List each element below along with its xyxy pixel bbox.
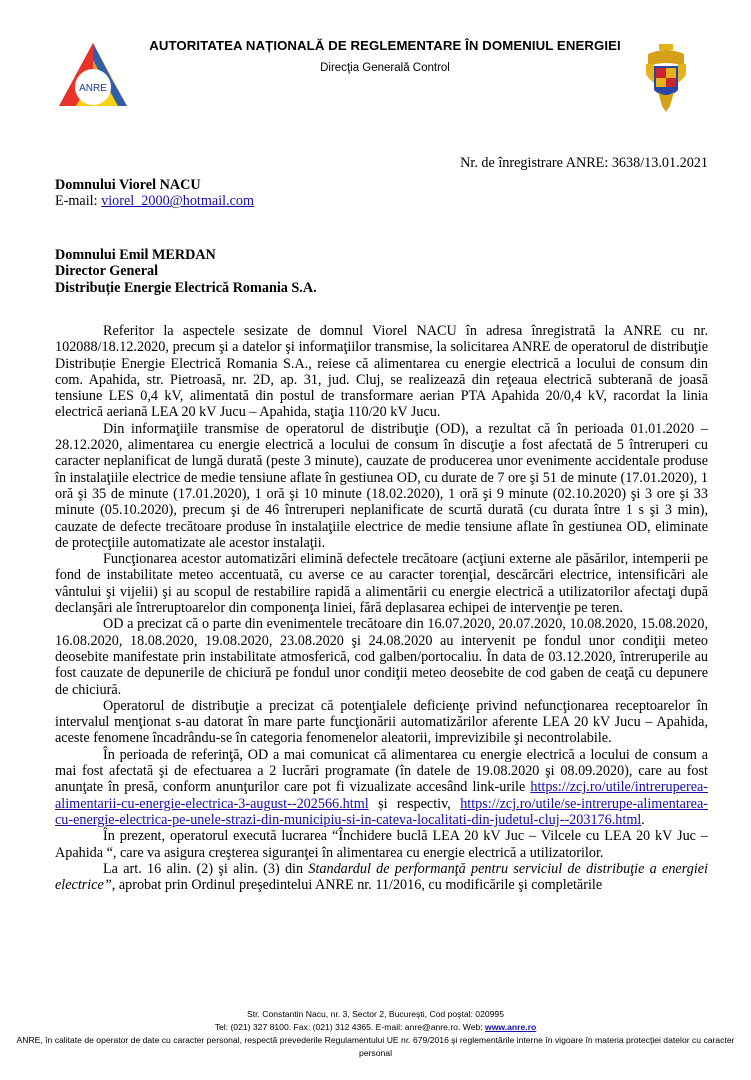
paragraph-7: În prezent, operatorul execută lucrarea “Închidere buclă LEA 20 kV Juc – Vilcele cu LEA 20 kV Juc – Apahida “, care va asigura creşterea siguranţei în alimentarea cu energie electrică a utilizatorilor. [55, 828, 708, 861]
paragraph-1: Referitor la aspectele sesizate de domnul Viorel NACU în adresa înregistrată la ANRE cu nr. 102088/18.12.2020, precum şi a datelor şi informaţiilor transmise, la solicitarea ANRE de operatorul de distribuţie Distribuție Energie Electrică Romania S.A., reiese că alimentarea cu energie electrică a locului de consum din com. Apahida, str. Pietroasă, nr. 2D, ap. 31, jud. Cluj, se realizează din reţeaua electrică subterană de joasă tensiune LES 0,4 kV, alimentată din postul de transformare aerian PTA Apahida 20/0,4 kV, racordat la linia electrică aeriană LEA 20 kV Jucu – Apahida, staţia 110/20 kV Jucu. [55, 323, 708, 421]
logo-text: ANRE [79, 83, 107, 94]
paragraph-6 [55, 747, 708, 828]
paragraph-6-end: . [641, 811, 645, 828]
paragraph-5: Operatorul de distribuţie a precizat că potenţialele deficienţe privind nefuncţionarea receptoarelor în intervalul menţionat s-au datorat în mare parte funcţionării automatizărilor aferente LEA 20 kV Jucu – Apahida, aceste fenomene încadrându-se în categoria fenomenelor aleatorii, imprevizibile şi necontrolabile. [55, 697, 708, 747]
registration-number: Nr. de înregistrare ANRE: 3638/13.01.2021 [460, 155, 708, 171]
paragraph-2: Din informaţiile transmise de operatorul de distribuţie (OD), a rezultat că în perioada 01.01.2020 – 28.12.2020, alimentarea cu energie electrică a locului de consum în discuţie a fost afectată de 5 întreruperi cu caracter neplanificat de lungă durată (peste 3 minute), cauzate de producerea unor evenimente accidentale produse în instalaţiile electrice de medie tensiune aflate în gestiunea OD, cu durate de 7 ore şi 51 de minute (17.01.2020), 1 oră şi 35 de minute (17.01.2020), 1 oră şi 10 minute (18.02.2020), 1 oră şi 9 minute (02.10.2020) şi 3 ore şi 33 minute (05.10.2020), precum şi de 46 întreruperi neplanificate de scurtă durată (cu durata între 1 s şi 3 min), cauzate de defecte trecătoare produse în instalaţiile electrice de medie tensiune aflate în gestiunea OD, eliminate de protecţiile automatizate ale acestor instalaţii. [55, 420, 708, 551]
footer [0, 1008, 751, 1060]
footer-address: Str. Constantin Nacu, nr. 3, Sector 2, Bucureşti, Cod poştal: 020995 [246, 1009, 504, 1019]
recipient-1-email-line [55, 193, 254, 209]
footer-contact-text: Tel: (021) 327 8100. Fax: (021) 312 4365. E-mail: anre@anre.ro. Web: [214, 1022, 486, 1032]
org-name: AUTORITATEA NAȚIONALĂ DE REGLEMENTARE ÎN DOMENIUL ENERGIEI [149, 38, 621, 53]
recipient-1 [55, 177, 254, 210]
paragraph-8-start: La art. 16 alin. (2) şi alin. (3) din [103, 860, 309, 877]
paragraph-8 [55, 861, 708, 894]
division-name: Direcţia Generală Control [320, 62, 450, 74]
coat-of-arms-icon [644, 44, 688, 114]
email-label: E-mail: [55, 193, 102, 210]
recipient-2 [55, 247, 317, 296]
announcement-link-1[interactable]: https://zcj.ro/utile/intreruperea-alimentarii-cu-energie-electrica-3-august--202566.html [55, 779, 709, 812]
recipient-2-title: Director General [55, 263, 159, 280]
footer-gdpr-notice: ANRE, în calitate de operator de date cu caracter personal, respectă prevederile Regulamentului UE nr. 679/2016 şi reglementările interne în vigoare în materia protecţiei datelor cu caracter personal [16, 1035, 735, 1058]
letter-body [55, 323, 708, 893]
paragraph-8-end: aprobat prin Ordinul preşedintelui ANRE nr. 11/2016, cu modificările şi completările [115, 877, 603, 894]
footer-contact [0, 1021, 751, 1034]
paragraph-6-between: și respectiv, [368, 795, 461, 812]
email-link[interactable]: viorel_2000@hotmail.com [101, 193, 255, 210]
standard-title: Standardul de performanţă pentru serviciul de distribuţie a energiei electrice”, [55, 860, 708, 894]
recipient-2-name: Domnului Emil MERDAN [55, 247, 216, 263]
recipient-1-name: Domnului Viorel NACU [55, 177, 201, 193]
paragraph-3: Funcţionarea acestor automatizări elimină defectele trecătoare (acţiuni externe ale păsărilor, intemperii pe fond de instabilitate meteo accentuată, cu averse ce au caracter torenţial, descărcări electrice, intensificări ale vântului şi vijelii) şi au scopul de restabilire rapidă a alimentării cu energie electrică a utilizatorilor afectaţi după declanşări ale întreruptoarelor din componenţa liniei, fără deplasarea echipei de intervenţie pe teren. [55, 551, 708, 617]
paragraph-4: OD a precizat că o parte din evenimentele trecătoare din 16.07.2020, 20.07.2020, 10.08.2020, 15.08.2020, 16.08.2020, 18.08.2020, 19.08.2020, 23.08.2020 şi 24.08.2020 au intervenit pe fondul unor condiţii meteo deosebite manifestate prin instabilitate atmosferică, cod galben/portocaliu. În data de 03.12.2020, întreruperile au fost cauzate de depunerile de chiciură pe fondul unor condiţii meteo deosebite de cod gaben de ceaţă cu depunere de chiciură. [55, 616, 708, 698]
anre-logo [56, 40, 130, 112]
recipient-2-company: Distribuție Energie Electrică Romania S.A. [55, 279, 317, 296]
announcement-link-2[interactable]: https://zcj.ro/utile/se-intrerupe-alimentarea-cu-energie-electrica-pe-unele-strazi-din-municipiu-si-in-cateva-localitati-din-judetul-cluj--203176.html [55, 795, 708, 828]
paragraph-6-text: În perioada de referinţă, OD a mai comunicat că alimentarea cu energie electrică a locului de consum a mai fost afectată şi de efectuarea a 2 lucrări programate (în datele de 19.08.2020 şi 08.09.2020), care au fost anunţate în presă, conform anunţurilor care pot fi vizualizate accesând link-urile [55, 746, 708, 796]
footer-web-link[interactable]: www.anre.ro [485, 1022, 537, 1032]
